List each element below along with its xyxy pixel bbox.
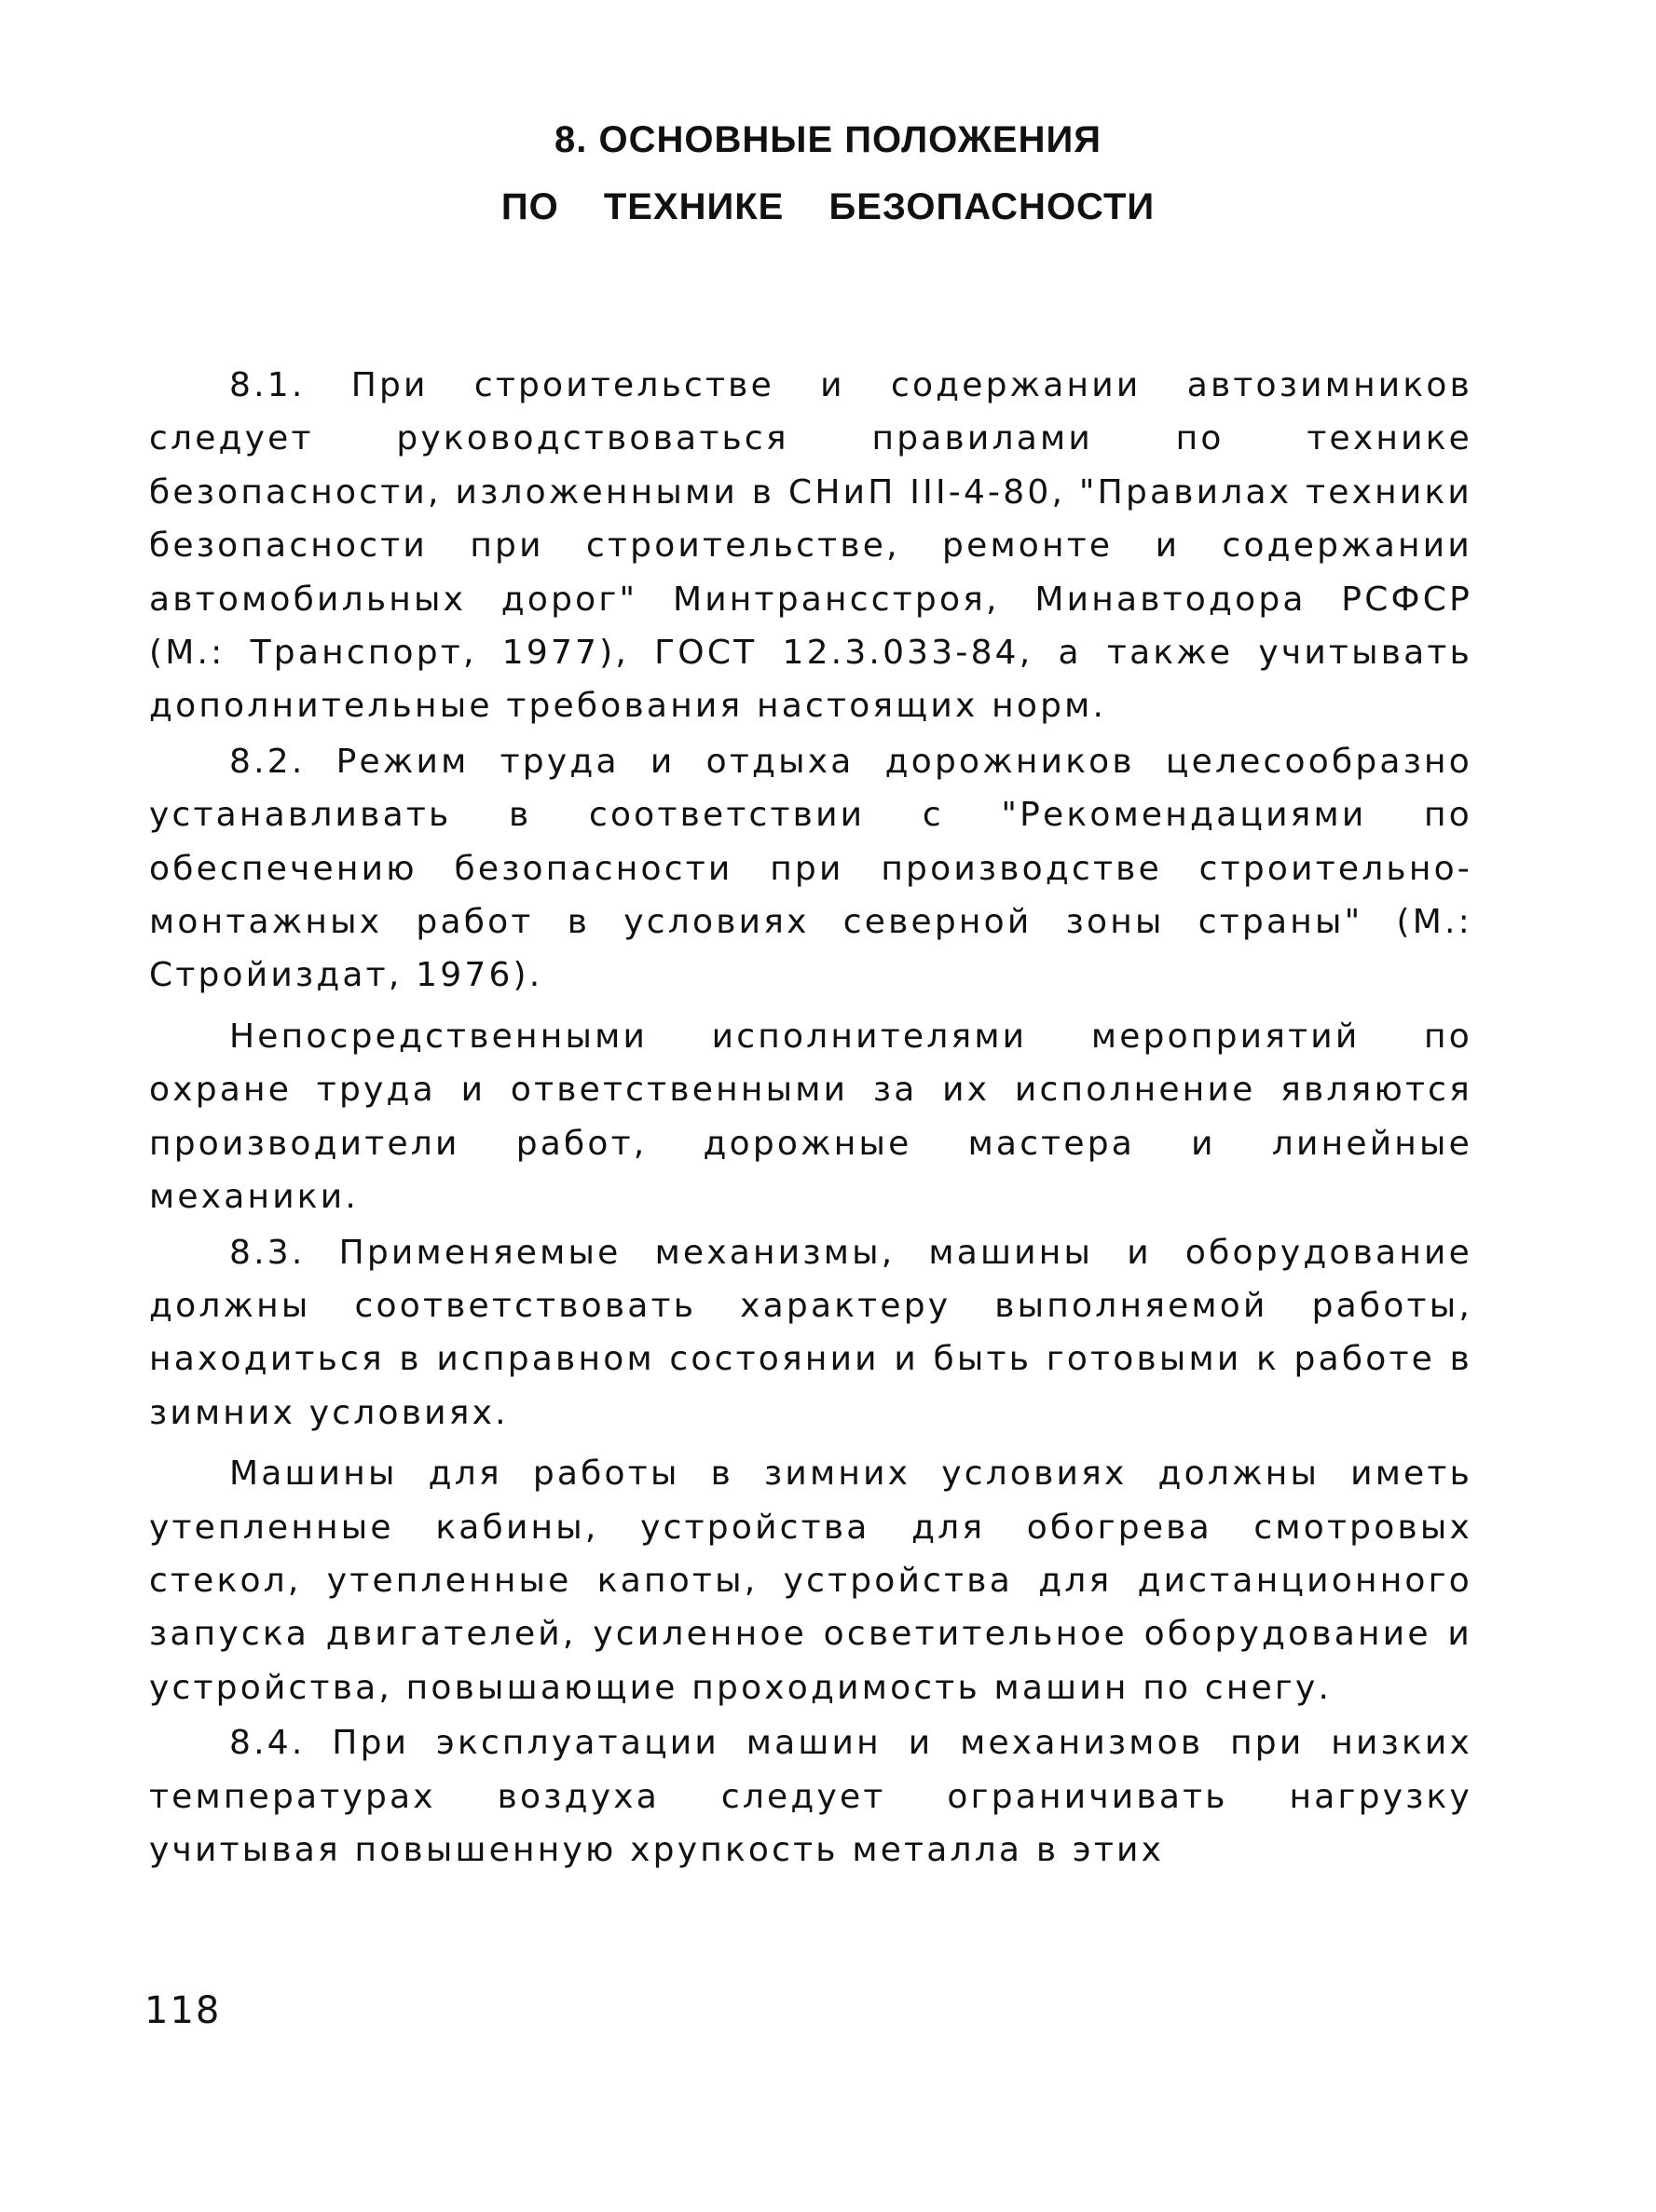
paragraph-8-3: 8.3. Применяемые механизмы, машины и оборудование должны соответствовать характеру выполняемой работы, находиться в исправном состоянии и быть готовыми к работе в зимних условиях. (149, 1233, 1472, 1432)
paragraph-8-2: 8.2. Режим труда и отдыха дорожников целесообразно устанавливать в соответствии с "Рекомендациями по обеспечению безопасности при производстве строительно-монтажных работ в условиях северной зоны страны" (М.: Стройиздат, 1976). (149, 742, 1472, 995)
body-text (149, 359, 1472, 1877)
paragraph-8-1: 8.1. При строительстве и содержании автозимников следует руководствоваться правилами по технике безопасности, изложенными в СНиП III-4-80, "Правилах техники безопасности при строительстве, ремонте и содержании автомобильных дорог" Минтрансстроя, Минавтодора РСФСР (М.: Транспорт, 1977), ГОСТ 12.3.033-84, а также учитывать дополнительные требования настоящих норм. (149, 366, 1472, 726)
paragraph-responsibility: Непосредственными исполнителями мероприятий по охране труда и ответственными за их исполнение являются производители работ, дорожные мастера и линейные механики. (149, 1017, 1472, 1217)
section-title-line-2: ПО ТЕХНИКЕ БЕЗОПАСНОСТИ (500, 186, 1156, 227)
section-title-line-1: 8. ОСНОВНЫЕ ПОЛОЖЕНИЯ (554, 119, 1102, 160)
paragraph-winter-machines: Машины для работы в зимних условиях должны иметь утепленные кабины, устройства для обогрева смотровых стекол, утепленные капоты, устройства для дистанционного запуска двигателей, усиленное осветительное оборудование и устройства, повышающие проходимость машин по снегу. (149, 1454, 1472, 1707)
page-number: 118 (144, 1989, 222, 2032)
paragraph-8-4: 8.4. При эксплуатации машин и механизмов при низких температурах воздуха следует ограничивать нагрузку учитывая повышенную хрупкость металла в этих (149, 1724, 1472, 1869)
